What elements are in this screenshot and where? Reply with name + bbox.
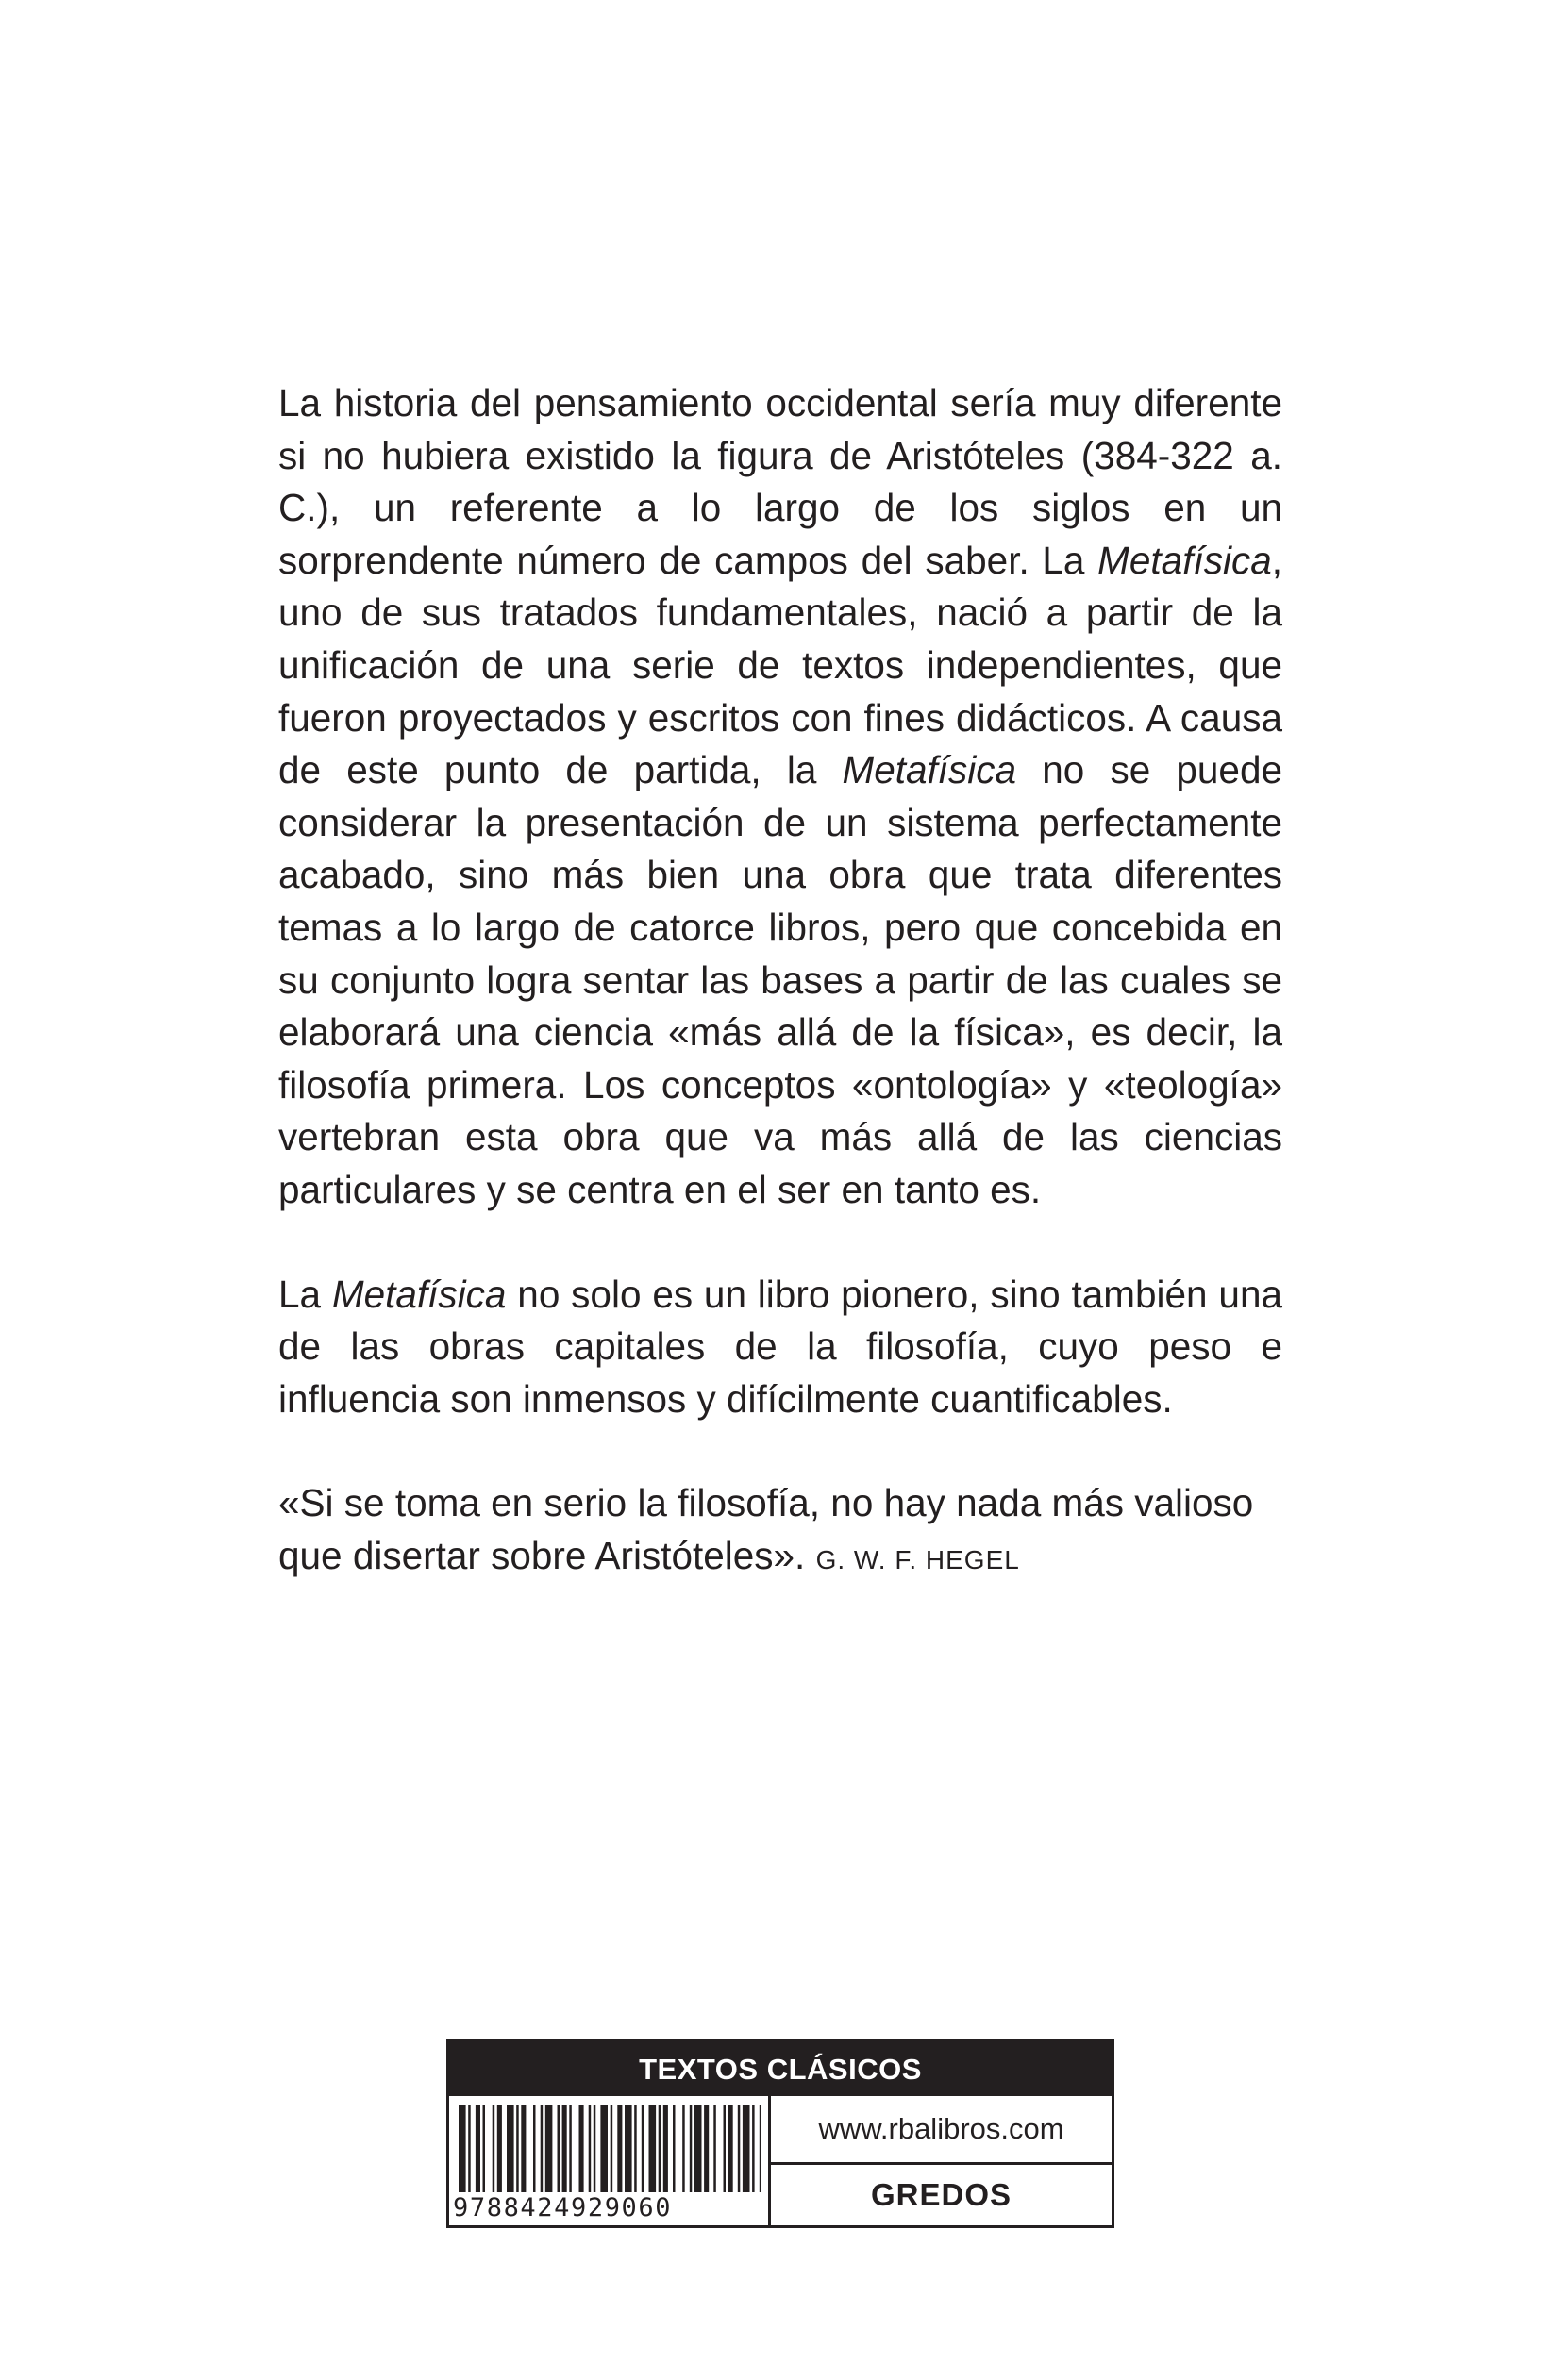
barcode-bar <box>743 2105 750 2192</box>
publisher-url: www.rbalibros.com <box>771 2096 1112 2165</box>
barcode-bar <box>507 2105 514 2192</box>
barcode-bar <box>752 2105 755 2192</box>
barcode-bar <box>589 2105 592 2192</box>
barcode-bar <box>704 2105 709 2192</box>
barcode-bar <box>738 2105 741 2192</box>
barcode-bar <box>690 2105 693 2192</box>
title-italic: Metafísica <box>842 748 1017 792</box>
barcode-bar <box>521 2105 526 2192</box>
quote-paragraph <box>278 1477 1282 1586</box>
barcode-bar <box>476 2105 480 2192</box>
barcode-bar <box>634 2105 637 2192</box>
publisher-name: GREDOS <box>870 2177 1012 2212</box>
barcode-bar <box>642 2105 644 2192</box>
title-italic: Metafísica <box>1097 538 1272 582</box>
series-name: TEXTOS CLÁSICOS <box>449 2042 1112 2096</box>
barcode-bar <box>493 2105 495 2192</box>
quote-text: «Si se toma en serio la filosofía, no hay nada más valioso que disertar sobre Aristóteles». <box>278 1481 1254 1577</box>
title-italic: Metafísica <box>331 1272 507 1316</box>
quote-author: G. W. F. HEGEL <box>815 1544 1020 1574</box>
back-cover-text <box>278 377 1282 1586</box>
barcode-bar <box>569 2105 572 2192</box>
barcode <box>459 2105 761 2192</box>
barcode-bar <box>724 2105 727 2192</box>
barcode-bar <box>558 2105 560 2192</box>
barcode-bar <box>497 2105 502 2192</box>
barcode-bar <box>694 2105 702 2192</box>
publisher-box <box>446 2039 1114 2228</box>
barcode-bar <box>594 2105 596 2192</box>
barcode-bar <box>600 2105 608 2192</box>
barcode-bar <box>728 2105 733 2192</box>
description-paragraph-2: La Metafísica no solo es un libro pionero, sino también una de las obras capitales de la filosofía, cuyo peso e influencia son inmensos y difícilmente cuantificables. <box>278 1272 1282 1421</box>
barcode-bar <box>545 2105 553 2192</box>
barcode-bar <box>468 2105 471 2192</box>
barcode-bar <box>682 2105 685 2192</box>
barcode-bar <box>663 2105 668 2192</box>
barcode-bar <box>562 2105 567 2192</box>
isbn-number: 9788424929060 <box>453 2193 673 2222</box>
description-paragraph-1: La historia del pensamiento occidental sería muy diferente si no hubiera existido la figura de Aristóteles (384-322 a. C.), un referente a lo largo de los siglos en un sorprendente número de campos del saber. La Metafísica, uno de sus tratados fundamentales, nació a partir de la unificación de una serie de textos independientes, que fueron proyectados y escritos con fines didácticos. A causa de este punto de partida, la Metafísica no se puede considerar la presentación de un sistema perfectamente acabado, sino más bien una obra que trata diferentes temas a lo largo de catorce libros, pero que concebida en su conjunto logra sentar las bases a partir de las cuales se elaborará una ciencia «más allá de la física», es decir, la filosofía primera. Los conceptos «ontología» y «teología» vertebran esta obra que va más allá de las ciencias particulares y se centra en el ser en tanto es. <box>278 381 1282 1211</box>
barcode-bar <box>659 2105 661 2192</box>
barcode-bar <box>516 2105 519 2192</box>
barcode-bar <box>533 2105 536 2192</box>
barcode-bar <box>713 2105 716 2192</box>
barcode-bar <box>617 2105 622 2192</box>
barcode-bar <box>541 2105 544 2192</box>
barcode-bar <box>649 2105 657 2192</box>
barcode-bar <box>673 2105 676 2192</box>
barcode-bar <box>625 2105 632 2192</box>
barcode-bar <box>483 2105 486 2192</box>
barcode-bar <box>760 2105 761 2192</box>
barcode-bar <box>459 2105 466 2192</box>
barcode-bar <box>611 2105 613 2192</box>
barcode-cell <box>449 2096 771 2225</box>
barcode-bar <box>579 2105 584 2192</box>
